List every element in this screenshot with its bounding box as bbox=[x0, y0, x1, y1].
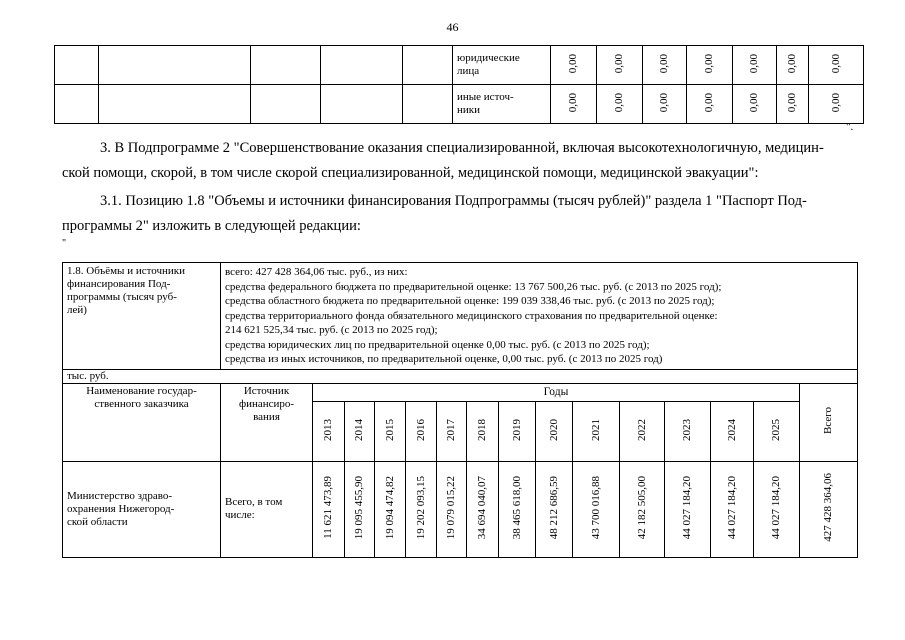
value-cell: 0,00 bbox=[829, 92, 842, 113]
value-cell: 0,00 bbox=[567, 92, 579, 113]
year-label: 2018 bbox=[476, 418, 488, 441]
amount-cell: 44 027 184,20 bbox=[681, 475, 693, 540]
year-label: 2024 bbox=[725, 418, 738, 441]
amount-cell: 19 079 015,22 bbox=[445, 475, 457, 540]
table-row bbox=[63, 461, 858, 557]
amount-cell: 38 465 618,00 bbox=[510, 475, 523, 540]
total-amount-cell: 427 428 364,06 bbox=[822, 473, 835, 542]
amount-cell: 44 027 184,20 bbox=[725, 475, 738, 540]
year-label: 2022 bbox=[635, 418, 648, 441]
paragraph-2-line-1: 3.1. Позицию 1.8 "Объемы и источники финансирования Подпрограммы (тысяч рублей)" раздела 1 "Паспорт Под- bbox=[100, 193, 807, 209]
amount-cell: 42 182 505,00 bbox=[635, 475, 648, 540]
years-header: Годы bbox=[313, 383, 800, 401]
value-cell: 0,00 bbox=[829, 53, 842, 74]
unit-row bbox=[63, 369, 858, 383]
amount-cell: 19 202 093,15 bbox=[414, 475, 427, 540]
year-label: 2015 bbox=[383, 418, 396, 441]
amount-cell: 48 212 686,59 bbox=[547, 475, 560, 540]
paragraph-1-line-1: 3. В Подпрограмме 2 "Совершенствование оказания специализированной, включая высокотехнологичную, медицин- bbox=[100, 140, 824, 156]
value-cell: 0,00 bbox=[658, 53, 670, 74]
passport-table bbox=[62, 262, 858, 558]
paragraph-1-line-2: ской помощи, скорой, в том числе скорой специализированной, медицинской помощи, медицинской эвакуации": bbox=[62, 165, 759, 181]
total-header: Всего bbox=[800, 383, 858, 461]
paragraph-2-line-2: программы 2" изложить в следующей редакции: bbox=[62, 218, 361, 234]
page-number: 46 bbox=[446, 20, 459, 34]
year-label: 2020 bbox=[547, 418, 560, 441]
year-label: 2021 bbox=[589, 418, 602, 441]
year-label: 2017 bbox=[445, 418, 457, 441]
continuation-table bbox=[54, 45, 864, 124]
customer-header: Наименование государ- ственного заказчика bbox=[63, 383, 221, 461]
year-label: 2013 bbox=[322, 418, 334, 441]
source-label: иные источ- ники bbox=[453, 85, 551, 124]
amount-cell: 19 095 455,90 bbox=[353, 475, 365, 540]
value-cell: 0,00 bbox=[658, 92, 670, 113]
closing-quote: ". bbox=[846, 121, 854, 133]
year-label: 2016 bbox=[414, 418, 427, 441]
value-cell: 0,00 bbox=[748, 92, 760, 113]
year-label: 2025 bbox=[770, 418, 782, 441]
amount-cell: 34 694 040,07 bbox=[476, 475, 488, 540]
amount-cell: 43 700 016,88 bbox=[589, 475, 602, 540]
year-label: 2019 bbox=[510, 418, 523, 441]
amount-cell: 11 621 473,89 bbox=[322, 476, 334, 539]
year-label: 2023 bbox=[681, 418, 693, 441]
table-row bbox=[55, 46, 864, 85]
amount-cell: 44 027 184,20 bbox=[770, 475, 782, 540]
opening-quote: " bbox=[62, 238, 67, 249]
value-cell: 0,00 bbox=[703, 92, 715, 113]
source-header: Источник финансиро- вания bbox=[221, 383, 313, 461]
value-cell: 0,00 bbox=[613, 53, 625, 74]
source-label: юридические лица bbox=[453, 46, 551, 85]
funding-row bbox=[63, 263, 858, 370]
year-label: 2014 bbox=[353, 418, 365, 441]
value-cell: 0,00 bbox=[613, 92, 625, 113]
value-cell: 0,00 bbox=[567, 53, 579, 74]
amount-cell: 19 094 474,82 bbox=[383, 475, 396, 540]
value-cell: 0,00 bbox=[786, 53, 798, 74]
header-row bbox=[63, 383, 858, 401]
source-name: Всего, в том числе: bbox=[221, 461, 313, 557]
table-row bbox=[55, 85, 864, 124]
value-cell: 0,00 bbox=[703, 53, 715, 74]
value-cell: 0,00 bbox=[786, 92, 798, 113]
value-cell: 0,00 bbox=[748, 53, 760, 74]
position-label: 1.8. Объёмы и источники финансирования Под- программы (тысяч руб- лей) bbox=[63, 263, 221, 370]
unit-label: тыс. руб. bbox=[63, 369, 858, 383]
funding-sources: всего: 427 428 364,06 тыс. руб., из них: средства федерального бюджета по предварительной оценке: 13 767 500,26 тыс. руб. (с 2013 по 2025 год); средства областного бюджета по предварительной оценке: 199 039 338,46 тыс. руб. (с 2013 по 2025 год); средства территориального фонда обязательного медицинского страхования по предварительной оценке: 214 621 525,34 тыс. руб. (с 2013 по 2025 год); средства юридических лиц по предварительной оценке 0,00 тыс. руб. (с 2013 по 2025 год); средства из иных источников, по предварительной оценке, 0,00 тыс. руб. (с 2013 по 2025 год) bbox=[221, 263, 858, 370]
customer-name: Министерство здраво- охранения Нижегород- ской области bbox=[63, 461, 221, 557]
